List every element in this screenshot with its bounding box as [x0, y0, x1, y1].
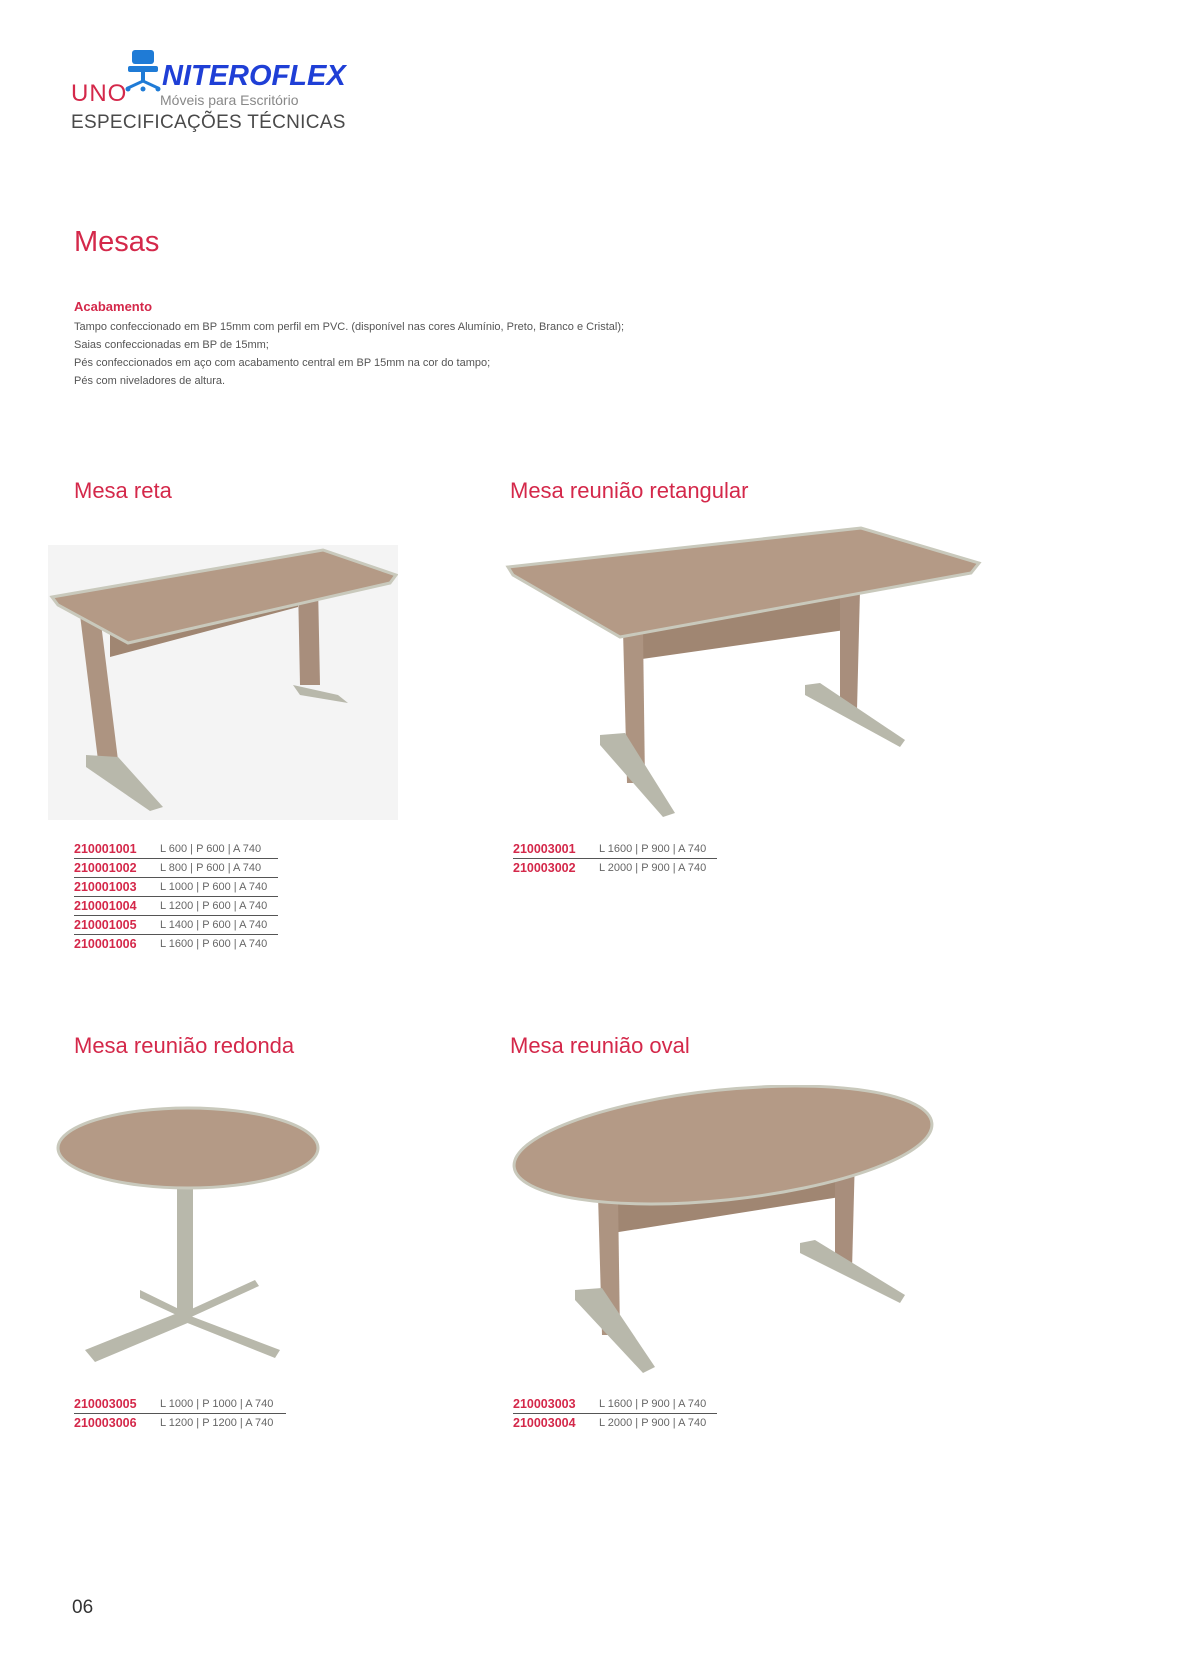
product-dims: L 1200 | P 1200 | A 740	[160, 1417, 274, 1429]
office-chair-icon	[124, 48, 164, 94]
list-item	[74, 859, 278, 878]
list-item	[513, 1414, 717, 1432]
list-item	[74, 878, 278, 897]
codes-list-mesa-oval	[513, 1395, 717, 1432]
product-dims: L 2000 | P 900 | A 740	[599, 1417, 707, 1429]
product-code: 210003005	[74, 1397, 137, 1411]
product-dims: L 1200 | P 600 | A 740	[160, 900, 268, 912]
product-dims: L 1000 | P 1000 | A 740	[160, 1398, 274, 1410]
acabamento-title: Acabamento	[74, 299, 153, 314]
product-title-mesa-reta: Mesa reta	[74, 478, 172, 503]
product-code: 210003006	[74, 1416, 137, 1430]
list-item	[513, 1395, 717, 1414]
list-item	[513, 840, 717, 859]
acabamento-line: Pés com niveladores de altura.	[74, 375, 226, 387]
product-code: 210001004	[74, 899, 137, 913]
product-dims: L 1400 | P 600 | A 740	[160, 919, 268, 931]
section-title: Mesas	[74, 226, 160, 258]
acabamento-text	[74, 318, 624, 390]
product-code: 210001005	[74, 918, 137, 932]
product-code: 210001001	[74, 842, 137, 856]
list-item	[74, 935, 278, 953]
mesa-retangular-image	[505, 525, 985, 825]
list-item	[74, 840, 278, 859]
list-item	[74, 916, 278, 935]
codes-list-mesa-reta	[74, 840, 278, 953]
product-dims: L 1600 | P 900 | A 740	[599, 1398, 707, 1410]
document-subtitle: ESPECIFICAÇÕES TÉCNICAS	[71, 112, 346, 133]
product-title-mesa-retangular: Mesa reunião retangular	[510, 478, 749, 503]
product-code: 210003004	[513, 1416, 576, 1430]
logo-subtitle: Móveis para Escritório	[160, 92, 299, 108]
product-dims: L 1000 | P 600 | A 740	[160, 881, 268, 893]
product-dims: L 2000 | P 900 | A 740	[599, 862, 707, 874]
product-line: UNO	[71, 80, 128, 107]
product-dims: L 600 | P 600 | A 740	[160, 843, 262, 855]
product-dims: L 1600 | P 600 | A 740	[160, 938, 268, 950]
list-item	[74, 1395, 286, 1414]
product-title-mesa-redonda: Mesa reunião redonda	[74, 1033, 295, 1058]
product-code: 210001006	[74, 937, 137, 951]
product-code: 210003002	[513, 861, 576, 875]
product-code: 210001003	[74, 880, 137, 894]
brand-logo	[124, 48, 346, 110]
acabamento-line: Tampo confeccionado em BP 15mm com perfil em PVC. (disponível nas cores Alumínio, Preto, Branco e Cristal);	[74, 321, 625, 333]
list-item	[513, 859, 717, 877]
mesa-redonda-image	[55, 1100, 325, 1370]
page-number: 06	[72, 1597, 94, 1618]
logo-wordmark: NITEROFLEX	[162, 60, 346, 92]
acabamento-line: Pés confeccionados em aço com acabamento central em BP 15mm na cor do tampo;	[74, 357, 491, 369]
product-code: 210001002	[74, 861, 137, 875]
product-dims: L 800 | P 600 | A 740	[160, 862, 262, 874]
mesa-reta-image	[48, 545, 398, 820]
product-code: 210003001	[513, 842, 576, 856]
list-item	[74, 1414, 286, 1432]
product-code: 210003003	[513, 1397, 576, 1411]
acabamento-line: Saias confeccionadas em BP de 15mm;	[74, 339, 269, 351]
product-dims: L 1600 | P 900 | A 740	[599, 843, 707, 855]
list-item	[74, 897, 278, 916]
codes-list-mesa-retangular	[513, 840, 717, 877]
codes-list-mesa-redonda	[74, 1395, 286, 1432]
product-title-mesa-oval: Mesa reunião oval	[510, 1033, 690, 1058]
mesa-oval-image	[510, 1085, 940, 1385]
